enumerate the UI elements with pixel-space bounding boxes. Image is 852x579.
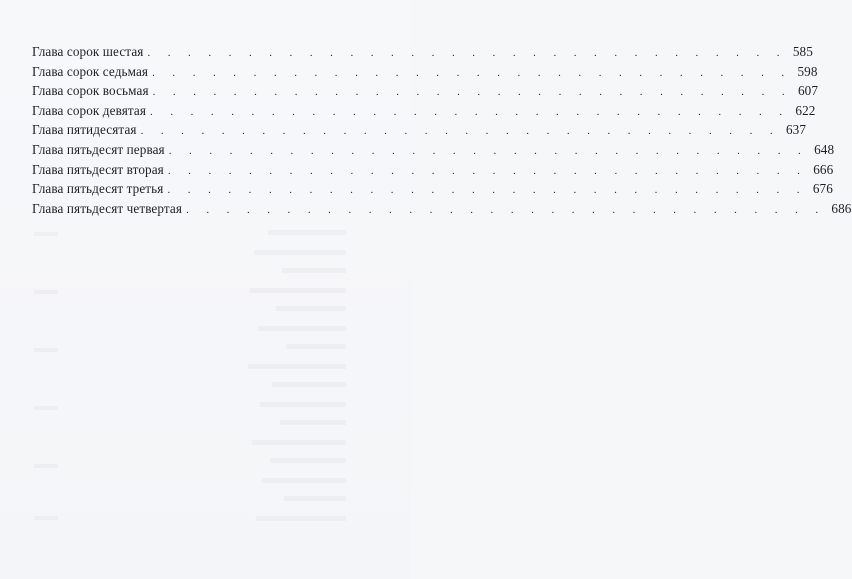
- toc-page-number: 666: [813, 161, 834, 177]
- toc-entry[interactable]: [32, 140, 835, 160]
- toc-page-number: 607: [797, 83, 819, 99]
- toc-entry-title: Глава пятидесятая: [32, 122, 137, 138]
- toc-entry[interactable]: [32, 179, 833, 199]
- toc-entry[interactable]: [32, 81, 819, 101]
- toc-entry-title: Глава сорок восьмая: [32, 83, 149, 99]
- toc-entry-title: Глава пятьдесят четвертая: [32, 200, 183, 216]
- toc-page-number: 622: [795, 102, 816, 118]
- toc-dot-leader: . . . . . . . . . . . . . . . . . . . . . . . . . . . . . . . .: [167, 164, 808, 177]
- toc-dot-leader: . . . . . . . . . . . . . . . . . . . . . . . . . . . . . . . .: [186, 203, 826, 216]
- toc-dot-leader: . . . . . . . . . . . . . . . . . . . . . . . . . . . . . . . .: [150, 105, 790, 118]
- toc-entry-title: Глава сорок седьмая: [32, 63, 149, 79]
- toc-page-number: 686: [831, 200, 852, 216]
- toc-page-number: 648: [814, 141, 835, 157]
- toc-dot-leader: . . . . . . . . . . . . . . . . . . . . . . . . . . . . . . . .: [147, 47, 787, 59]
- toc-entry-title: Глава пятьдесят третья: [32, 181, 164, 197]
- toc-entry-title: Глава пятьдесят вторая: [32, 161, 164, 177]
- toc-entry-title: Глава сорок девятая: [32, 102, 147, 118]
- toc-entry-title: Глава пятьдесят первая: [32, 141, 165, 157]
- toc-page-number: 676: [812, 181, 833, 197]
- toc-page-number: 598: [797, 63, 818, 79]
- toc-entry[interactable]: [32, 199, 852, 219]
- toc-page-number: 637: [785, 122, 807, 138]
- toc-entry-title: Глава сорок шестая: [32, 44, 144, 59]
- toc-dot-leader: . . . . . . . . . . . . . . . . . . . . . . . . . . . . . . . .: [152, 86, 793, 99]
- toc-dot-leader: . . . . . . . . . . . . . . . . . . . . . . . . . . . . . . . .: [140, 125, 781, 138]
- toc-page-number: 585: [792, 44, 813, 59]
- toc-entry[interactable]: [32, 101, 816, 121]
- toc-dot-leader: . . . . . . . . . . . . . . . . . . . . . . . . . . . . . . . .: [152, 66, 792, 79]
- table-of-contents: [32, 42, 852, 218]
- toc-entry[interactable]: [32, 42, 813, 62]
- toc-dot-leader: . . . . . . . . . . . . . . . . . . . . . . . . . . . . . . . .: [167, 184, 807, 197]
- toc-entry[interactable]: [32, 62, 818, 82]
- toc-entry[interactable]: [32, 120, 807, 140]
- toc-dot-leader: . . . . . . . . . . . . . . . . . . . . . . . . . . . . . . . .: [168, 144, 809, 157]
- toc-entry[interactable]: [32, 160, 834, 180]
